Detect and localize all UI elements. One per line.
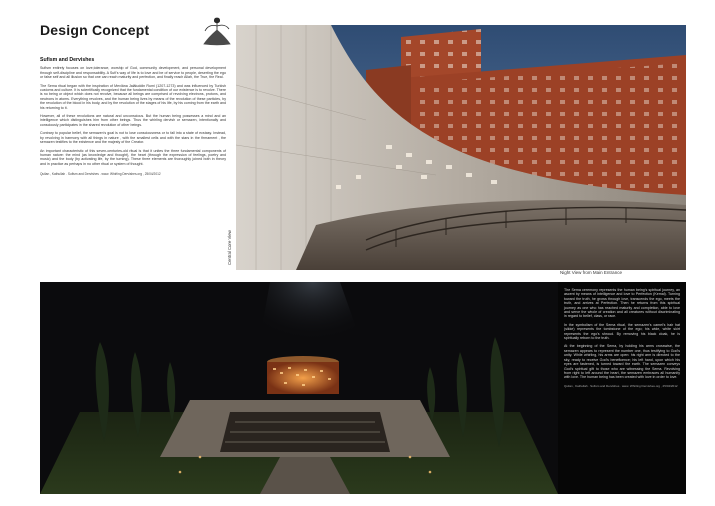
right-text-column — [558, 282, 686, 494]
paragraph: However, all of these revolutions are natural and unconscious. But the human being possesses a mind and an intelligence which distinguishes him from other beings. Thus the whirling dervish or semazen, intentionally and consciously participates in the shared revolution of other beings. — [40, 114, 226, 127]
night-view-image — [40, 282, 558, 494]
page-title: Design Concept — [40, 22, 150, 38]
left-text-column — [40, 58, 226, 181]
paragraph: At the beginning of the Sema, by holding his arms crosswise, the semazen appears to represent the number one, thus testifying to God's unity. While whirling, his arms are open: his right arm is directed to the sky, ready to receive God's beneficence; his left hand, upon which his eyes are fastened, is turned toward the earth. The semazen conveys God's spiritual gift to those who are witnessing the Sema. Revolving from right to left around the heart, the semazen embraces all humanity with love. The human being has been created with love in order to love. — [564, 344, 680, 380]
central-core-image — [236, 25, 686, 270]
paragraph: An important characteristic of this seven-centuries-old ritual is that it unites the three fundamental components of human nature: the mind (as knowledge and thought), the heart (through the expression of feelings, poetry and music) and the body (by activating life, by the turning). These three elements are thoroughly joined both in theory and in practice as perhaps in no other ritual or system of thought. — [40, 148, 226, 166]
source-citation: Quilan , Kathullah . Sufism and Dervishes . www. Whirling Dervishes.org , 25/04/2012 — [564, 383, 678, 388]
source-citation: Quilan , Kathullah . Sufism and Dervishes . www. Whirling Dervishes.org , 25/04/2012 — [40, 172, 161, 177]
paragraph: The Sema ritual began with the inspiration of Mevlâna Jalâluddin Rumi (1207-1273) and was influenced by Turkish customs and culture. It is scientifically recognized that the fundamental condition of our existence is to revolve. There is no being or object which does not revolve, because all beings are comprised of revolving electrons, protons, and neutrons in atoms. Everything revolves, and the human being lives by means of the revolution of these particles, by the revolution of the blood in his body, and by the revolution of the stages of his life, by his coming from the earth and his returning to it. — [40, 83, 226, 110]
paragraph: In the symbolism of the Sema ritual, the semazen's camel's hair hat (sikke) represents the tombstone of the ego; his wide, white skirt represents the ego's shroud. By removing his black cloak, he is spiritually reborn to the truth. — [564, 322, 680, 341]
paragraph: Contrary to popular belief, the semazen's goal is not to lose consciousness or to fall into a state of ecstasy. Instead, by revolving in harmony with all things in nature , with the smallest cells and with the stars in the firmament , the semazen testifies to the existence and the majesty of the Creator. — [40, 131, 226, 145]
whirling-dervish-logo — [200, 14, 234, 48]
paragraph: The Sema ceremony represents the human being's spiritual journey, an ascent by means of intelligence and love to Perfection (Kemal). Turning toward the truth, he grows through love, transcends the ego, meets the truth, and arrives at Perfection. Then he returns from this spiritual journey as one who has reached maturity and completion, able to love and serve the whole of creation and all creatures without discriminating in regard to belief, class, or race. — [564, 288, 680, 319]
section-heading: Sufism and Dervishes — [40, 57, 95, 63]
night-view-caption: Night View from Main Entrance — [560, 270, 622, 275]
night-view-photo — [40, 282, 558, 494]
paragraph: Sufism entirely focuses on love,tolerance, worship of God, community development, and personal development through self-discipline and responsability. A Sufi's way of life is to love and be of service to people, deserting the ego or false self and all illusion so that one can reach maturity and perfection, and finally reach Allah, the True, the Real. — [40, 66, 226, 80]
central-core-photo — [236, 25, 686, 270]
central-core-caption: Central Core View — [227, 230, 232, 265]
